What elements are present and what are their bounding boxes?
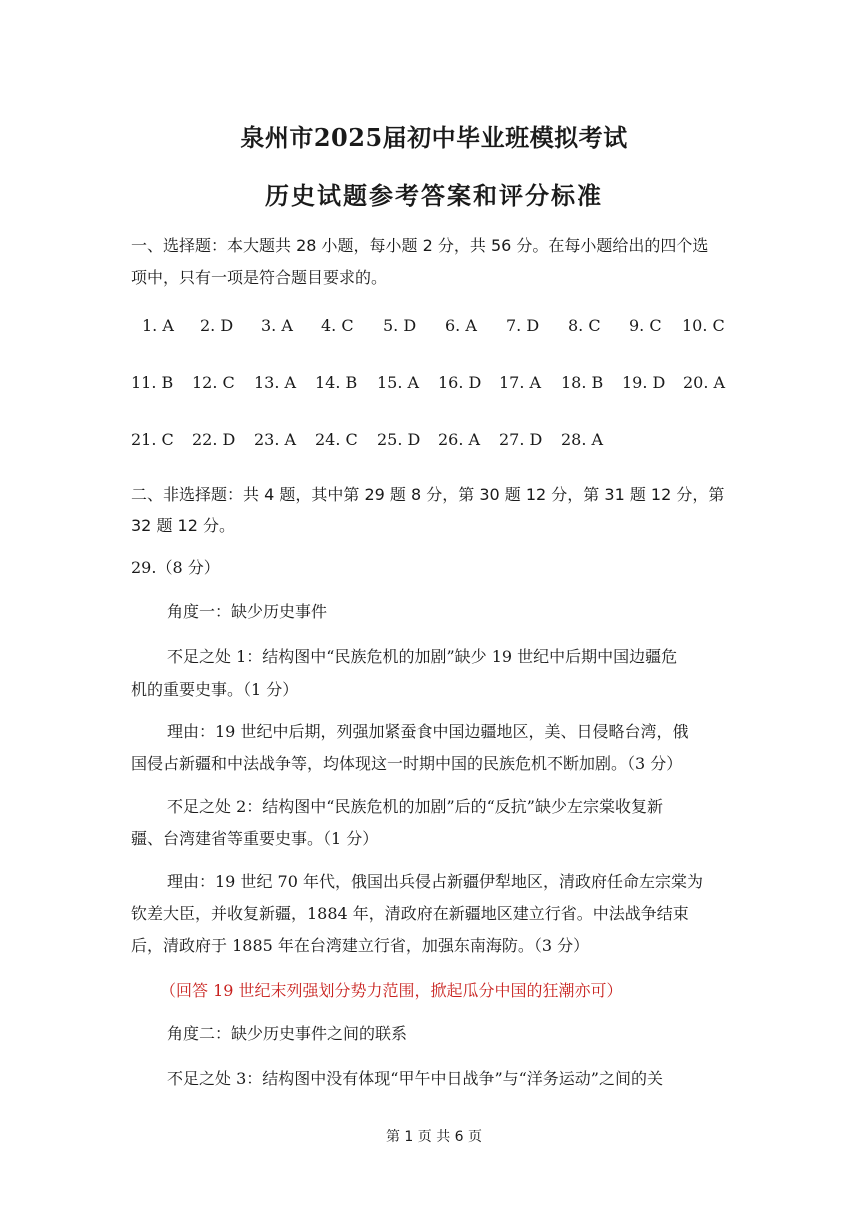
answer-item: 9. C bbox=[629, 316, 662, 335]
exam-title: 泉州市2025届初中毕业班模拟考试 bbox=[240, 123, 628, 152]
answer-item: 20. A bbox=[683, 373, 726, 392]
reason-2-line3: 后，清政府于 1885 年在台湾建立行省，加强东南海防。（3 分） bbox=[131, 936, 590, 955]
reason-2-line2: 钦差大臣，并收复新疆，1884 年，清政府在新疆地区建立行省。中法战争结束 bbox=[131, 904, 689, 923]
answer-item: 26. A bbox=[438, 430, 481, 449]
deficiency-3-line1: 不足之处 3：结构图中没有体现“甲午中日战争”与“洋务运动”之间的关 bbox=[167, 1069, 663, 1088]
answer-item: 7. D bbox=[506, 316, 540, 335]
answer-key-title: 历史试题参考答案和评分标准 bbox=[265, 182, 603, 210]
answer-item: 24. C bbox=[315, 430, 358, 449]
answer-item: 23. A bbox=[254, 430, 297, 449]
answer-item: 27. D bbox=[499, 430, 543, 449]
answer-item: 14. B bbox=[315, 373, 358, 392]
answer-item: 1. A bbox=[142, 316, 174, 335]
answer-item: 2. D bbox=[200, 316, 234, 335]
deficiency-1-line2: 机的重要史事。（1 分） bbox=[131, 680, 299, 699]
reason-1-line1: 理由：19 世纪中后期，列强加紧蚕食中国边疆地区，美、日侵略台湾，俄 bbox=[167, 722, 689, 741]
answer-item: 3. A bbox=[261, 316, 293, 335]
angle-two-heading: 角度二：缺少历史事件之间的联系 bbox=[167, 1024, 408, 1043]
section1-heading-line2: 项中，只有一项是符合题目要求的。 bbox=[131, 268, 388, 287]
answer-item: 18. B bbox=[561, 373, 604, 392]
answer-item: 8. C bbox=[568, 316, 601, 335]
answer-item: 17. A bbox=[499, 373, 542, 392]
reason-1-line2: 国侵占新疆和中法战争等，均体现这一时期中国的民族危机不断加剧。（3 分） bbox=[131, 754, 683, 773]
answer-item: 25. D bbox=[377, 430, 421, 449]
answer-item: 28. A bbox=[561, 430, 604, 449]
deficiency-1-line1: 不足之处 1：结构图中“民族危机的加剧”缺少 19 世纪中后期中国边疆危 bbox=[167, 647, 678, 666]
question-29-heading: 29.（8 分） bbox=[131, 558, 220, 577]
answer-item: 22. D bbox=[192, 430, 236, 449]
answer-item: 12. C bbox=[192, 373, 235, 392]
answer-item: 16. D bbox=[438, 373, 482, 392]
angle-one-heading: 角度一：缺少历史事件 bbox=[167, 602, 328, 621]
section1-heading-line1: 一、选择题：本大题共 28 小题，每小题 2 分，共 56 分。在每小题给出的四个选 bbox=[131, 236, 709, 255]
section2-heading-line2: 32 题 12 分。 bbox=[131, 516, 235, 535]
answer-item: 4. C bbox=[321, 316, 354, 335]
answer-item: 13. A bbox=[254, 373, 297, 392]
answer-item: 21. C bbox=[131, 430, 174, 449]
answer-item: 10. C bbox=[682, 316, 725, 335]
alternative-answer-note: （回答 19 世纪末列强划分势力范围，掀起瓜分中国的狂潮亦可） bbox=[160, 981, 623, 1000]
deficiency-2-line2: 疆、台湾建省等重要史事。（1 分） bbox=[131, 829, 379, 848]
answer-item: 15. A bbox=[377, 373, 420, 392]
deficiency-2-line1: 不足之处 2：结构图中“民族危机的加剧”后的“反抗”缺少左宗棠收复新 bbox=[167, 797, 663, 816]
answer-item: 19. D bbox=[622, 373, 666, 392]
answer-item: 6. A bbox=[445, 316, 477, 335]
section2-heading-line1: 二、非选择题：共 4 题，其中第 29 题 8 分，第 30 题 12 分，第 31 题 12 分，第 bbox=[131, 485, 725, 504]
answer-item: 5. D bbox=[383, 316, 417, 335]
page-number-footer: 第 1 页 共 6 页 bbox=[385, 1129, 483, 1145]
reason-2-line1: 理由：19 世纪 70 年代，俄国出兵侵占新疆伊犁地区，清政府任命左宗棠为 bbox=[167, 872, 703, 891]
answer-item: 11. B bbox=[131, 373, 174, 392]
